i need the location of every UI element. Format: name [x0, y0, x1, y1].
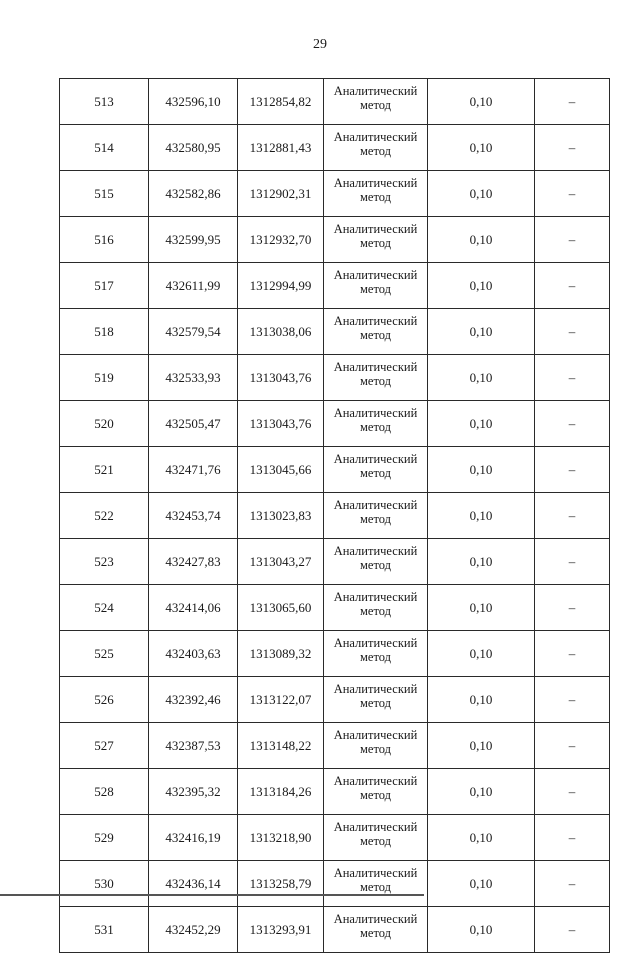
table-row [60, 309, 610, 355]
x-coordinate-cell: 432403,63 [149, 631, 238, 677]
point-number-cell: 522 [60, 493, 149, 539]
x-coordinate-cell: 432599,95 [149, 217, 238, 263]
point-number-cell: 523 [60, 539, 149, 585]
y-coordinate-cell: 1313258,79 [238, 861, 324, 907]
accuracy-cell: 0,10 [428, 769, 535, 815]
x-coordinate-cell: 432453,74 [149, 493, 238, 539]
y-coordinate-cell: 1312902,31 [238, 171, 324, 217]
method-line-2: метод [359, 236, 391, 250]
method-line-1: Аналитический [333, 590, 418, 604]
x-coordinate-cell: 432436,14 [149, 861, 238, 907]
x-coordinate-cell: 432416,19 [149, 815, 238, 861]
table-row [60, 815, 610, 861]
point-number-cell: 520 [60, 401, 149, 447]
method-line-1: Аналитический [333, 452, 418, 466]
x-coordinate-cell: 432452,29 [149, 907, 238, 953]
method-line-2: метод [359, 604, 391, 618]
point-number-cell: 518 [60, 309, 149, 355]
accuracy-cell: 0,10 [428, 217, 535, 263]
note-cell: – [535, 815, 610, 861]
method-line-2: метод [359, 788, 391, 802]
table-row [60, 125, 610, 171]
x-coordinate-cell: 432580,95 [149, 125, 238, 171]
method-line-1: Аналитический [333, 222, 418, 236]
y-coordinate-cell: 1313065,60 [238, 585, 324, 631]
accuracy-cell: 0,10 [428, 171, 535, 217]
point-number-cell: 525 [60, 631, 149, 677]
accuracy-cell: 0,10 [428, 815, 535, 861]
point-number-cell: 527 [60, 723, 149, 769]
method-line-1: Аналитический [333, 498, 418, 512]
y-coordinate-cell: 1313023,83 [238, 493, 324, 539]
method-line-2: метод [359, 98, 391, 112]
x-coordinate-cell: 432395,32 [149, 769, 238, 815]
note-cell: – [535, 309, 610, 355]
table-row [60, 585, 610, 631]
method-cell [324, 631, 428, 677]
note-cell: – [535, 769, 610, 815]
method-line-2: метод [359, 696, 391, 710]
method-cell [324, 79, 428, 125]
x-coordinate-cell: 432392,46 [149, 677, 238, 723]
table-row [60, 217, 610, 263]
x-coordinate-cell: 432579,54 [149, 309, 238, 355]
method-cell [324, 539, 428, 585]
note-cell: – [535, 263, 610, 309]
method-line-2: метод [359, 880, 391, 894]
point-number-cell: 526 [60, 677, 149, 723]
accuracy-cell: 0,10 [428, 309, 535, 355]
accuracy-cell: 0,10 [428, 723, 535, 769]
y-coordinate-cell: 1313043,76 [238, 355, 324, 401]
table-row [60, 401, 610, 447]
method-cell [324, 125, 428, 171]
table-row [60, 769, 610, 815]
y-coordinate-cell: 1313043,76 [238, 401, 324, 447]
method-cell [324, 769, 428, 815]
method-line-1: Аналитический [333, 728, 418, 742]
method-line-2: метод [359, 834, 391, 848]
method-cell [324, 585, 428, 631]
coordinates-table-body [60, 79, 610, 953]
point-number-cell: 516 [60, 217, 149, 263]
y-coordinate-cell: 1313218,90 [238, 815, 324, 861]
coordinates-table [59, 78, 610, 953]
point-number-cell: 528 [60, 769, 149, 815]
method-line-2: метод [359, 282, 391, 296]
method-cell [324, 493, 428, 539]
method-line-1: Аналитический [333, 636, 418, 650]
x-coordinate-cell: 432611,99 [149, 263, 238, 309]
method-line-2: метод [359, 420, 391, 434]
method-line-2: метод [359, 558, 391, 572]
table-row [60, 171, 610, 217]
table-row [60, 723, 610, 769]
note-cell: – [535, 447, 610, 493]
accuracy-cell: 0,10 [428, 631, 535, 677]
method-line-2: метод [359, 466, 391, 480]
method-line-1: Аналитический [333, 866, 418, 880]
note-cell: – [535, 723, 610, 769]
y-coordinate-cell: 1312854,82 [238, 79, 324, 125]
note-cell: – [535, 125, 610, 171]
method-line-1: Аналитический [333, 360, 418, 374]
method-line-2: метод [359, 144, 391, 158]
accuracy-cell: 0,10 [428, 263, 535, 309]
y-coordinate-cell: 1312932,70 [238, 217, 324, 263]
method-cell [324, 907, 428, 953]
method-cell [324, 815, 428, 861]
point-number-cell: 524 [60, 585, 149, 631]
accuracy-cell: 0,10 [428, 79, 535, 125]
method-line-1: Аналитический [333, 314, 418, 328]
accuracy-cell: 0,10 [428, 907, 535, 953]
accuracy-cell: 0,10 [428, 585, 535, 631]
note-cell: – [535, 401, 610, 447]
accuracy-cell: 0,10 [428, 447, 535, 493]
method-cell [324, 309, 428, 355]
x-coordinate-cell: 432533,93 [149, 355, 238, 401]
accuracy-cell: 0,10 [428, 125, 535, 171]
method-line-1: Аналитический [333, 682, 418, 696]
x-coordinate-cell: 432387,53 [149, 723, 238, 769]
table-row [60, 355, 610, 401]
method-cell [324, 263, 428, 309]
x-coordinate-cell: 432471,76 [149, 447, 238, 493]
method-line-1: Аналитический [333, 130, 418, 144]
note-cell: – [535, 585, 610, 631]
accuracy-cell: 0,10 [428, 861, 535, 907]
y-coordinate-cell: 1313293,91 [238, 907, 324, 953]
table-row [60, 447, 610, 493]
note-cell: – [535, 907, 610, 953]
y-coordinate-cell: 1313184,26 [238, 769, 324, 815]
table-row [60, 539, 610, 585]
method-line-1: Аналитический [333, 544, 418, 558]
table-row [60, 907, 610, 953]
accuracy-cell: 0,10 [428, 493, 535, 539]
point-number-cell: 514 [60, 125, 149, 171]
method-line-1: Аналитический [333, 820, 418, 834]
y-coordinate-cell: 1313045,66 [238, 447, 324, 493]
note-cell: – [535, 217, 610, 263]
point-number-cell: 519 [60, 355, 149, 401]
note-cell: – [535, 493, 610, 539]
accuracy-cell: 0,10 [428, 539, 535, 585]
y-coordinate-cell: 1312881,43 [238, 125, 324, 171]
table-row [60, 631, 610, 677]
y-coordinate-cell: 1313148,22 [238, 723, 324, 769]
y-coordinate-cell: 1313122,07 [238, 677, 324, 723]
page-number: 29 [313, 37, 327, 52]
y-coordinate-cell: 1313043,27 [238, 539, 324, 585]
method-cell [324, 401, 428, 447]
table-row [60, 493, 610, 539]
accuracy-cell: 0,10 [428, 677, 535, 723]
method-cell [324, 217, 428, 263]
method-line-2: метод [359, 328, 391, 342]
method-line-1: Аналитический [333, 912, 418, 926]
y-coordinate-cell: 1313089,32 [238, 631, 324, 677]
table-row [60, 677, 610, 723]
note-cell: – [535, 861, 610, 907]
note-cell: – [535, 355, 610, 401]
accuracy-cell: 0,10 [428, 355, 535, 401]
note-cell: – [535, 539, 610, 585]
x-coordinate-cell: 432596,10 [149, 79, 238, 125]
note-cell: – [535, 171, 610, 217]
point-number-cell: 513 [60, 79, 149, 125]
table-row [60, 79, 610, 125]
method-line-2: метод [359, 650, 391, 664]
y-coordinate-cell: 1313038,06 [238, 309, 324, 355]
note-cell: – [535, 631, 610, 677]
accuracy-cell: 0,10 [428, 401, 535, 447]
method-line-2: метод [359, 374, 391, 388]
method-cell [324, 677, 428, 723]
note-cell: – [535, 79, 610, 125]
y-coordinate-cell: 1312994,99 [238, 263, 324, 309]
method-line-2: метод [359, 512, 391, 526]
bottom-divider [0, 894, 424, 896]
method-cell [324, 723, 428, 769]
method-line-1: Аналитический [333, 84, 418, 98]
table-row [60, 263, 610, 309]
method-line-1: Аналитический [333, 774, 418, 788]
method-line-1: Аналитический [333, 176, 418, 190]
point-number-cell: 529 [60, 815, 149, 861]
method-cell [324, 171, 428, 217]
method-cell [324, 355, 428, 401]
method-line-1: Аналитический [333, 406, 418, 420]
method-line-2: метод [359, 926, 391, 940]
point-number-cell: 515 [60, 171, 149, 217]
note-cell: – [535, 677, 610, 723]
method-line-2: метод [359, 742, 391, 756]
point-number-cell: 530 [60, 861, 149, 907]
point-number-cell: 521 [60, 447, 149, 493]
x-coordinate-cell: 432582,86 [149, 171, 238, 217]
method-line-1: Аналитический [333, 268, 418, 282]
method-cell [324, 447, 428, 493]
point-number-cell: 531 [60, 907, 149, 953]
method-line-2: метод [359, 190, 391, 204]
x-coordinate-cell: 432427,83 [149, 539, 238, 585]
x-coordinate-cell: 432505,47 [149, 401, 238, 447]
point-number-cell: 517 [60, 263, 149, 309]
x-coordinate-cell: 432414,06 [149, 585, 238, 631]
